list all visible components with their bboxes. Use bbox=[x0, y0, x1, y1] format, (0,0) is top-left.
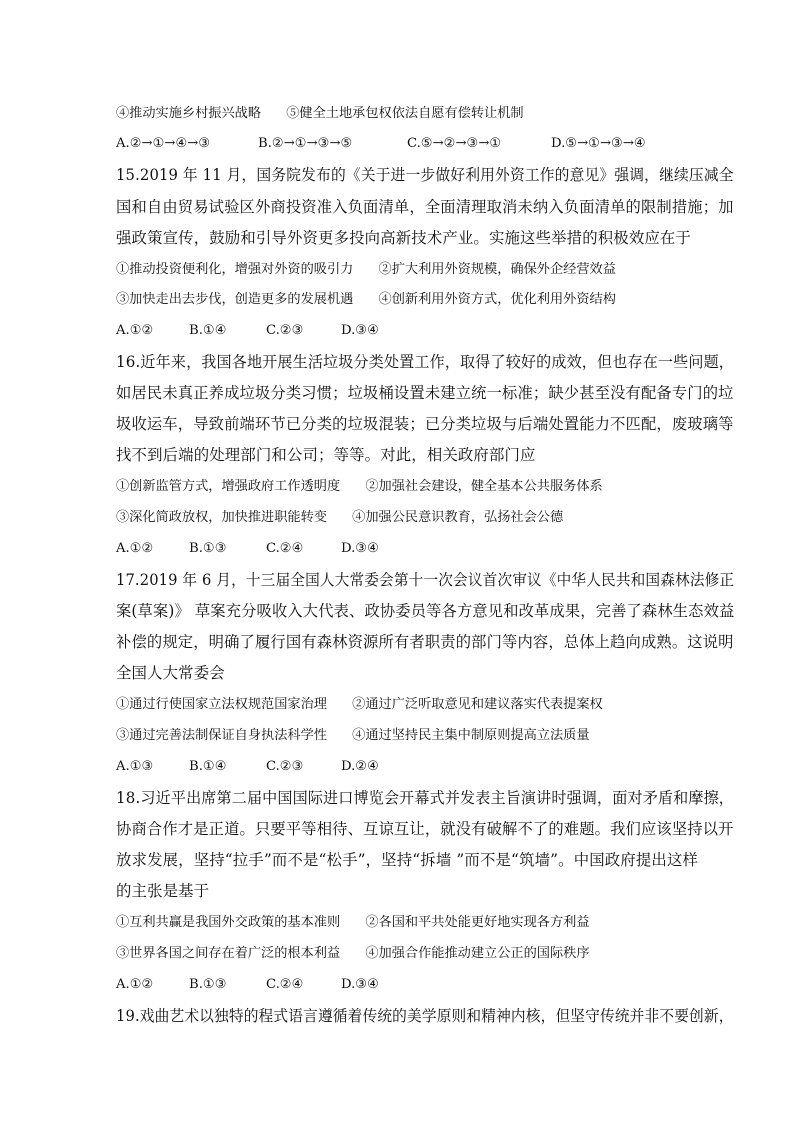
q14-option-a: A.②→①→④→③ bbox=[116, 136, 211, 151]
q18-option-b: B.①③ bbox=[189, 977, 227, 992]
q18-option-a: A.①② bbox=[116, 977, 154, 992]
q15-option-b: B.①④ bbox=[189, 323, 227, 338]
q17-item-line: ③通过完善法制保证自身执法科学性 ④通过坚持民主集中制原则提高立法质量 bbox=[116, 728, 590, 743]
q15-stem-line: 强政策宣传，鼓励和引导外资更多投向高新技术产业。实施这些举措的积极效应在于 bbox=[116, 229, 692, 247]
q16-options bbox=[116, 539, 436, 559]
q18-item-line: ①互利共赢是我国外交政策的基本准则 ②各国和平共处能更好地实现各方利益 bbox=[116, 915, 590, 930]
q15-options bbox=[116, 321, 436, 341]
q15-option-c: C.②③ bbox=[266, 323, 304, 338]
q17-stem-line: 案(草案)》 草案充分吸收入大代表、政协委员等各方意见和改革成果，完善了森林生态效益 bbox=[116, 602, 735, 620]
q18-option-d: D.③④ bbox=[341, 977, 379, 992]
q18-stem-line: 的主张是基于 bbox=[116, 882, 210, 900]
q17-stem-line: 17.2019 年 6 月，十三届全国人大常委会第十一次会议首次审议《中华人民共和国森林法修正 bbox=[116, 571, 735, 589]
q16-stem-line: 16.近年来，我国各地开展生活垃圾分类处置工作，取得了较好的成效，但也存在一些问题， bbox=[116, 353, 735, 371]
q17-item-line: ①通过行使国家立法权规范国家治理 ②通过广泛听取意见和建议落实代表提案权 bbox=[116, 697, 603, 712]
q18-stem-line: 放求发展，坚持“拉手”而不是“松手”，坚持“拆墙 ”而不是“筑墙”。中国政府提出这样 bbox=[116, 851, 699, 869]
q16-option-b: B.①③ bbox=[189, 541, 227, 556]
q16-option-d: D.③④ bbox=[341, 541, 379, 556]
q14-options bbox=[116, 134, 676, 154]
q16-item-line: ①创新监管方式，增强政府工作透明度 ②加强社会建设，健全基本公共服务体系 bbox=[116, 479, 603, 494]
q16-stem-line: 找不到后端的处理部门和公司；等等。对此，相关政府部门应 bbox=[116, 446, 536, 464]
q15-stem-line: 15.2019 年 11 月，国务院发布的《关于进一步做好利用外资工作的意见》强调，继续压减全 bbox=[116, 166, 734, 184]
q14-option-b: B.②→①→③→⑤ bbox=[258, 136, 353, 151]
q19-stem-line: 19.戏曲艺术以独特的程式语言遵循着传统的美学原则和精神内核，但坚守传统并非不要创新， bbox=[116, 1007, 734, 1025]
q17-option-d: D.②④ bbox=[341, 759, 379, 774]
q14-item-line: ④推动实施乡村振兴战略 ⑤健全土地承包权依法自愿有偿转让机制 bbox=[116, 106, 524, 121]
q15-option-a: A.①② bbox=[116, 323, 154, 338]
q16-item-line: ③深化简政放权，加快推进职能转变 ④加强公民意识教育，弘扬社会公德 bbox=[116, 510, 564, 525]
q17-options bbox=[116, 757, 436, 777]
q16-option-a: A.①② bbox=[116, 541, 154, 556]
q15-item-line: ①推动投资便利化，增强对外资的吸引力 ②扩大利用外资规模，确保外企经营效益 bbox=[116, 262, 616, 277]
q16-stem-line: 如居民未真正养成垃圾分类习惯；垃圾桶设置未建立统一标准；缺少甚至没有配备专门的垃 bbox=[116, 384, 734, 402]
q16-stem-line: 圾收运车，导致前端环节已分类的垃圾混装；已分类垃圾与后端处置能力不匹配，废玻璃等 bbox=[116, 415, 734, 433]
q15-item-line: ③加快走出去步伐，创造更多的发展机遇 ④创新利用外资方式，优化利用外资结构 bbox=[116, 292, 616, 307]
q18-options bbox=[116, 975, 436, 995]
q18-option-c: C.②④ bbox=[266, 977, 304, 992]
q18-stem-line: 协商合作才是正道。只要平等相待、互谅互让，就没有破解不了的难题。我们应该坚持以开 bbox=[116, 820, 734, 838]
q15-stem-line: 国和自由贸易试验区外商投资准入负面清单，全面清理取消未纳入负面清单的限制措施；加 bbox=[116, 198, 734, 216]
q15-option-d: D.③④ bbox=[341, 323, 379, 338]
q17-stem-line: 全国人大常委会 bbox=[116, 664, 225, 682]
q17-option-b: B.①④ bbox=[189, 759, 227, 774]
q17-option-a: A.①③ bbox=[116, 759, 154, 774]
q17-option-c: C.②③ bbox=[266, 759, 304, 774]
q14-option-d: D.⑤→①→③→④ bbox=[551, 136, 646, 151]
q16-option-c: C.②④ bbox=[266, 541, 304, 556]
q14-option-c: C.⑤→②→③→① bbox=[407, 136, 502, 151]
q17-stem-line: 补偿的规定，明确了履行国有森林资源所有者职责的部门等内容，总体上趋向成熟。这说明 bbox=[116, 633, 734, 651]
q18-stem-line: 18.习近平出席第二届中国国际进口博览会开幕式并发表主旨演讲时强调，面对矛盾和摩擦， bbox=[116, 789, 735, 807]
q18-item-line: ③世界各国之间存在着广泛的根本利益 ④加强合作能推动建立公正的国际秩序 bbox=[116, 946, 590, 961]
